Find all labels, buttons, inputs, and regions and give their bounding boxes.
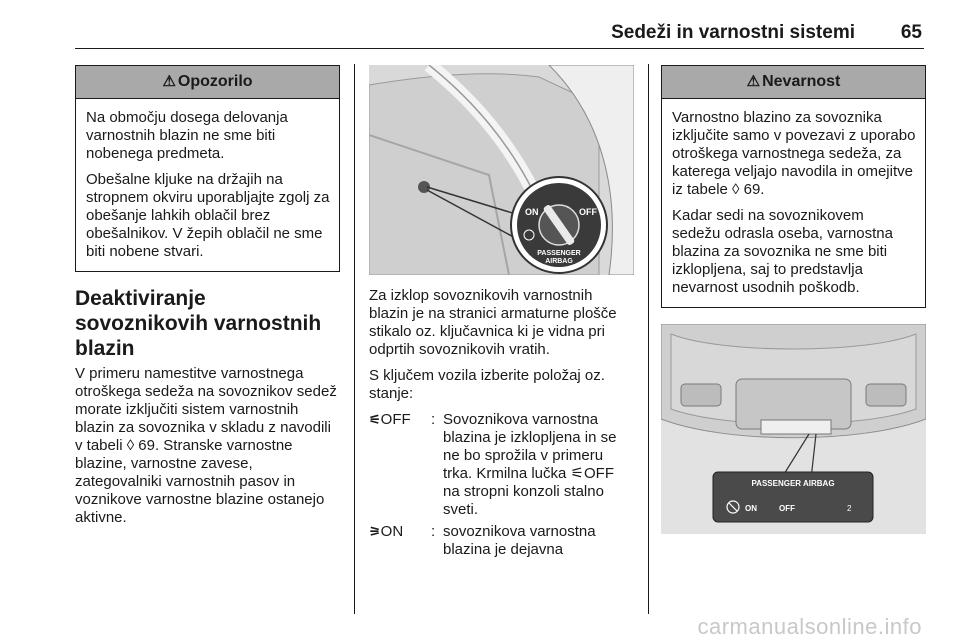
warning-box-header (76, 66, 339, 99)
warning-box (75, 65, 340, 272)
warning-triangle-icon: ⚠ (746, 73, 761, 90)
page-header-title: Sedeži in varnostni sistemi (611, 22, 855, 43)
column-divider-1 (354, 64, 355, 614)
section-heading: Deaktiviranje sovoznikovih varnostnih blazin (75, 287, 322, 360)
panel-airbag-label: PASSENGER AIRBAG (751, 479, 835, 488)
instruction-text: S ključem vozila izberite položaj oz. stanje: (369, 367, 605, 402)
warning-box-title: Opozorilo (177, 73, 253, 90)
switch-off-label: OFF (579, 207, 597, 217)
section-body: V primeru namestitve varnostnega otroškega sedeža na sovoznikov sedež morate izključiti sistem varnostnih blazin za sovoznika v skladu z navodili v tabeli ◊ 69. Stranske varnostne blazine, varnostne zavese, zategovalniki varnostnih pasov in voznikove varnostne blazine ostanejo aktivne. (75, 365, 337, 526)
switch-on-label: ON (525, 207, 539, 217)
danger-box (661, 65, 926, 308)
danger-box-body (662, 99, 925, 307)
panel-on-label: ON (745, 504, 757, 513)
danger-paragraph: Kadar sedi na sovoznikovem sedežu odrasla oseba, varnostna blazina za sovoznika ne sme biti izklopljena, saj to predstavlja nevarnost usodnih poškodb. (672, 207, 893, 296)
definition-separator: : (431, 411, 436, 428)
danger-box-header (662, 66, 925, 99)
warning-paragraph: Na območju dosega delovanja varnostnih blazin ne sme biti nobenega predmeta. (86, 109, 288, 162)
column-middle (369, 65, 634, 563)
door-dashboard-drawing (369, 65, 634, 275)
definition-value: Sovoznikova varnostna blazina je izklopljena in se ne bo sprožila v primeru trka. Krmilna lučka ⚟OFF na stropni konzoli stalno sveti. (443, 411, 617, 518)
panel-count-label: 2 (847, 504, 852, 513)
column-right (661, 65, 926, 534)
definition-row (369, 411, 634, 519)
header-divider (75, 48, 924, 49)
airbag-switch-illustration (369, 65, 634, 275)
switch-passenger-label: PASSENGER (537, 250, 581, 257)
danger-box-title: Nevarnost (762, 73, 841, 90)
definition-key: ⚟OFF (369, 411, 411, 428)
figure-caption: Za izklop sovoznikovih varnostnih blazin je na stranici armaturne plošče stikalo oz. ključavnica ki je vidna pri odprtih sovoznikovih vratih. (369, 287, 617, 358)
column-divider-2 (648, 64, 649, 614)
state-definitions (369, 411, 634, 559)
switch-airbag-label: AIRBAG (545, 258, 573, 265)
definition-key: ⚞ON (369, 523, 404, 540)
airbag-on-icon: ⚞ (369, 524, 381, 539)
danger-paragraph: Varnostno blazino za sovoznika izključite samo v povezavi z uporabo otroškega varnostnega sedeža, za katerega veljajo navodila in omejitve iz tabele ◊ 69. (672, 109, 916, 198)
warning-box-body (76, 99, 339, 271)
watermark-text: carmanualsonline.info (697, 614, 922, 639)
overhead-console-illustration (661, 324, 926, 534)
page-number: 65 (900, 22, 922, 43)
definition-row (369, 523, 634, 559)
warning-paragraph: Obešalne kljuke na držajih na stropnem okviru uporabljajte zgolj za obešanje lahkih oblačil brez obešalnikov. V žepih oblačil ne sme biti nobene stvari. (86, 171, 330, 260)
overhead-console-drawing (661, 324, 926, 534)
airbag-off-icon: ⚟ (369, 412, 381, 427)
definition-separator: : (431, 523, 436, 540)
column-left (75, 65, 340, 535)
panel-off-label: OFF (779, 504, 795, 513)
definition-value: sovoznikova varnostna blazina je dejavna (443, 523, 596, 558)
warning-triangle-icon: ⚠ (162, 73, 176, 90)
